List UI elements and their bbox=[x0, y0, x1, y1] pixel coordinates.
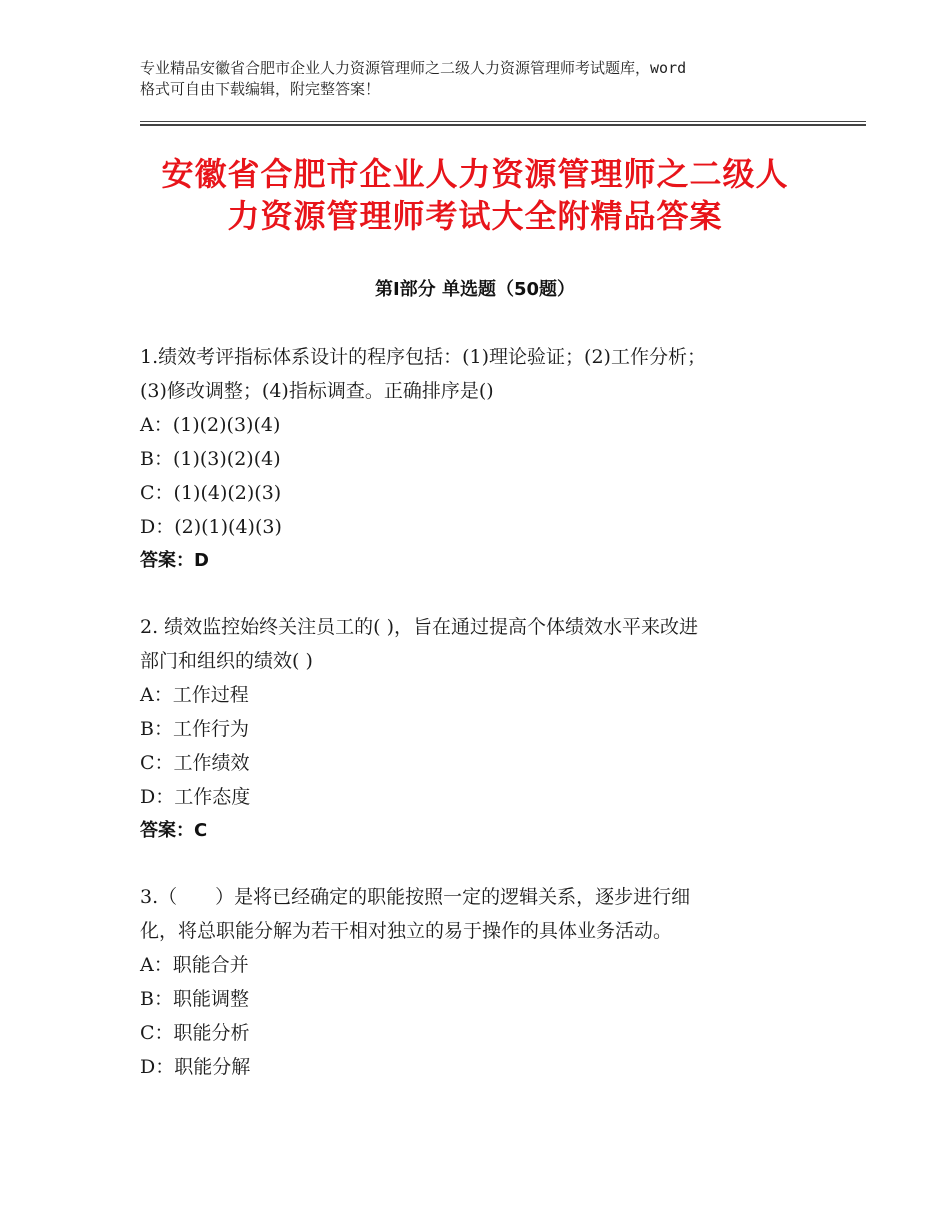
answer-label: 答案：D bbox=[140, 550, 209, 571]
header-divider-thin bbox=[140, 121, 866, 122]
question-stem-line: 1.绩效考评指标体系设计的程序包括：(1)理论验证；(2)工作分析； bbox=[140, 346, 706, 368]
option-a: A：职能合并 bbox=[140, 954, 249, 976]
option-c: C：职能分析 bbox=[140, 1022, 250, 1044]
document-title-line-2: 力资源管理师考试大全附精品答案 bbox=[227, 197, 723, 235]
option-b: B：(1)(3)(2)(4) bbox=[140, 448, 281, 470]
question-list bbox=[140, 340, 820, 1116]
answer-label: 答案：C bbox=[140, 820, 208, 841]
header-note bbox=[140, 58, 830, 100]
section-heading: 第Ⅰ部分 单选题（50题） bbox=[374, 279, 575, 300]
option-d: D：职能分解 bbox=[140, 1056, 251, 1078]
header-note-line-2: 格式可自由下载编辑，附完整答案！ bbox=[140, 80, 381, 98]
question-stem-line: 3.（ ）是将已经确定的职能按照一定的逻辑关系，逐步进行细 bbox=[140, 886, 691, 908]
option-a: A：工作过程 bbox=[140, 684, 249, 706]
option-b: B：职能调整 bbox=[140, 988, 249, 1010]
question-stem-line: 2. 绩效监控始终关注员工的( )，旨在通过提高个体绩效水平来改进 bbox=[140, 616, 699, 638]
question-stem-line: (3)修改调整；(4)指标调查。正确排序是() bbox=[140, 380, 494, 402]
option-d: D：工作态度 bbox=[140, 786, 251, 808]
question-2 bbox=[140, 610, 820, 848]
option-c: C：(1)(4)(2)(3) bbox=[140, 482, 282, 504]
option-b: B：工作行为 bbox=[140, 718, 249, 740]
option-c: C：工作绩效 bbox=[140, 752, 250, 774]
question-stem-line: 化，将总职能分解为若干相对独立的易于操作的具体业务活动。 bbox=[140, 920, 673, 942]
header-divider-thick bbox=[140, 124, 866, 126]
header-note-line-1: 专业精品安徽省合肥市企业人力资源管理师之二级人力资源管理师考试题库，word bbox=[140, 59, 687, 77]
document-title bbox=[110, 153, 840, 237]
option-d: D：(2)(1)(4)(3) bbox=[140, 516, 282, 538]
question-1 bbox=[140, 340, 820, 578]
question-stem-line: 部门和组织的绩效( ) bbox=[140, 650, 313, 672]
option-a: A：(1)(2)(3)(4) bbox=[140, 414, 281, 436]
document-title-line-1: 安徽省合肥市企业人力资源管理师之二级人 bbox=[161, 155, 789, 193]
question-3 bbox=[140, 880, 820, 1084]
